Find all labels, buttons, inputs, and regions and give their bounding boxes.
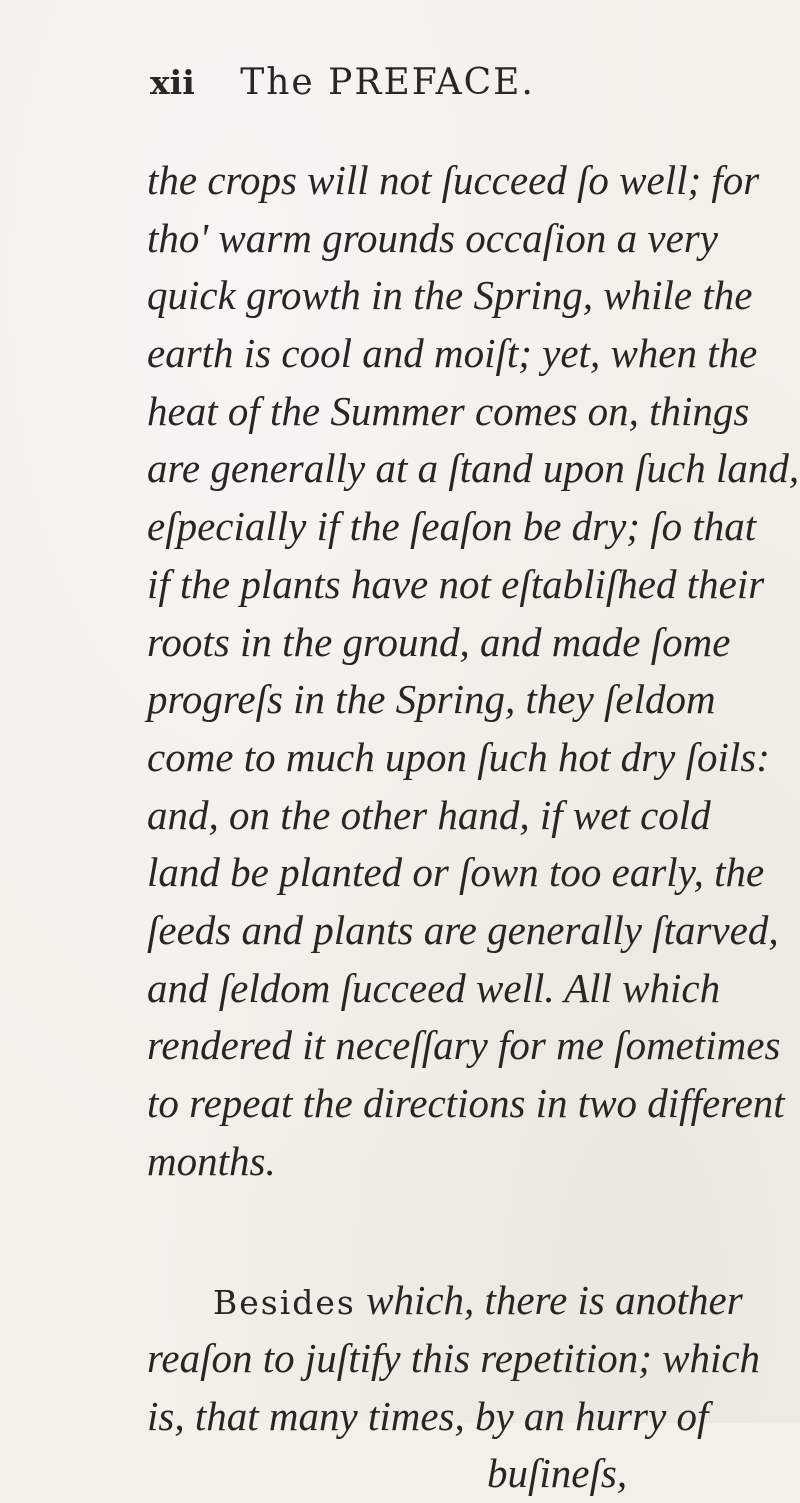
text-line: and, on the other hand, if wet cold — [147, 791, 711, 838]
text-line: quick growth in the Spring, while the — [147, 272, 753, 319]
running-head: The PREFACE. — [240, 62, 535, 103]
text-line: tho' warm grounds occaſion a very — [147, 214, 718, 261]
text-line: come to much upon ſuch hot dry ſoils: — [147, 733, 770, 780]
page-number: xii — [150, 63, 195, 102]
page-header — [150, 62, 535, 122]
text-line: ſeeds and plants are generally ſtarved, — [147, 906, 779, 953]
text-line: eſpecially if the ſeaſon be dry; ſo that — [147, 503, 757, 550]
paragraph-2 — [147, 1272, 761, 1503]
text-line: the crops will not ſucceed ſo well; for — [147, 157, 760, 203]
first-line-rest: which, there is another — [366, 1277, 743, 1324]
catchword: buſineſs, — [487, 1450, 628, 1497]
paragraph-gap — [147, 1190, 687, 1272]
text-line: if the plants have not eſtabliſhed their — [147, 560, 765, 607]
text-line: roots in the ground, and made ſome — [147, 618, 731, 665]
text-line: to repeat the directions in two different — [147, 1080, 785, 1126]
text-line: and ſeldom ſucceed well. All which — [147, 964, 721, 1011]
text-line: earth is cool and moiſt; yet, when the — [147, 330, 758, 377]
text-line: rendered it neceſſary for me ſometimes — [147, 1022, 781, 1069]
text-line: progreſs in the Spring, they ſeldom — [147, 676, 716, 723]
text-line: are generally at a ſtand upon ſuch land, — [147, 445, 800, 492]
text-line: is, that many times, by an hurry of — [147, 1392, 709, 1439]
text-line: months. — [147, 1137, 276, 1184]
text-line: reaſon to juſtify this repetition; which — [147, 1335, 761, 1382]
text-line: heat of the Summer comes on, things — [147, 387, 750, 434]
text-line-first — [147, 1272, 743, 1330]
lead-word: Besides — [213, 1283, 356, 1323]
paragraph-1 — [147, 152, 800, 1190]
body-text — [147, 152, 800, 1503]
text-line: land be planted or ſown too early, the — [147, 849, 765, 896]
